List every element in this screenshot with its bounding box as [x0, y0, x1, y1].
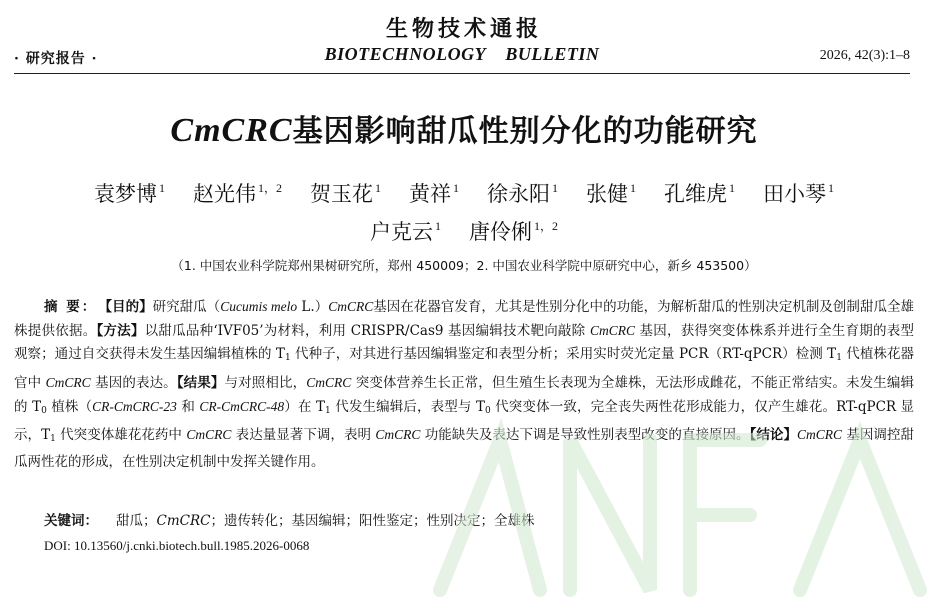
- abstract: [14, 295, 914, 474]
- author: [94, 178, 165, 208]
- gene-name: CmCRC: [306, 374, 352, 390]
- species-name: Cucumis melo: [220, 299, 298, 314]
- abstract-text: 突变体营养生长正常，但生殖生长表现为全雄株，无法形成雌花，不能正常结实。未发生编辑的 T: [14, 374, 915, 415]
- journal-name-english: BIOTECHNOLOGY BULLETIN: [324, 44, 600, 64]
- abstract-text: L.）: [297, 299, 329, 315]
- generation-subscript: 0: [485, 405, 491, 416]
- abstract-text: 基因的表达。: [90, 374, 177, 391]
- author: [763, 178, 834, 208]
- generation-subscript: 0: [41, 405, 47, 416]
- author-name: 黄祥: [409, 182, 451, 206]
- title-gene-name: CmCRC: [170, 112, 293, 149]
- citation-info: 2026, 42(3):1–8: [819, 48, 910, 63]
- author: [310, 178, 381, 208]
- author-name: 贺玉花: [310, 182, 373, 206]
- generation-subscript: 1: [836, 353, 842, 364]
- line-name: CR-CmCRC-23: [92, 398, 177, 414]
- abstract-label: 摘 要：: [44, 299, 98, 315]
- abstract-text: 基因，获得突变体株系并进行全生育期的表型观察；通过自交获得未发生基因编辑植株的 T: [14, 323, 914, 363]
- author: [409, 178, 459, 208]
- gene-name: CmCRC: [589, 323, 635, 339]
- author: [193, 178, 282, 208]
- section-result-heading: 【结果】: [176, 374, 225, 391]
- keywords-label: 关键词：: [44, 513, 98, 529]
- author: [370, 216, 441, 246]
- gene-name: CmCRC: [45, 374, 91, 390]
- author-affiliation-mark: 1: [729, 181, 735, 195]
- abstract-text: 代植株花器官中: [14, 346, 914, 391]
- author-affiliation-mark: 1，2: [257, 181, 282, 195]
- abstract-text: 代发生编辑后，表型与 T: [330, 398, 485, 415]
- line-name: CR-CmCRC-48: [199, 398, 285, 414]
- author-affiliation-mark: 1: [375, 181, 381, 195]
- article-title: [0, 106, 928, 150]
- abstract-text: 基因调控甜瓜两性花的形成，在性别决定机制中发挥关键作用。: [14, 427, 914, 471]
- author-list-row-1: [0, 178, 928, 208]
- title-text: 基因影响甜瓜性别分化的功能研究: [292, 114, 758, 149]
- keywords-text: ；遗传转化；基因编辑；阳性鉴定；性别决定；全雄株: [210, 513, 535, 529]
- author-affiliation-mark: 1: [828, 181, 834, 195]
- abstract-text: 与对照相比，: [224, 374, 307, 391]
- section-conclusion-heading: 【结论】: [749, 427, 797, 444]
- author-name: 唐伶俐: [468, 220, 532, 244]
- author: [469, 216, 558, 246]
- author: [664, 178, 735, 208]
- keywords-text: 甜瓜；: [116, 513, 157, 529]
- author-name: 田小琴: [763, 182, 826, 206]
- author-affiliation-mark: 1: [630, 181, 636, 195]
- author-name: 孔维虎: [664, 182, 727, 206]
- section-method-heading: 【方法】: [96, 323, 145, 340]
- abstract-text: 代突变体雄花花药中: [55, 427, 187, 444]
- abstract-text: 以甜瓜品种‘IVF05’为材料，利用 CRISPR/Cas9 基因编辑技术靶向敲除: [144, 323, 590, 340]
- abstract-text: 功能缺失及表达下调是导致性别表型改变的直接原因。: [420, 427, 750, 444]
- author-name: 赵光伟: [192, 182, 256, 206]
- generation-subscript: 1: [325, 405, 331, 416]
- author: [586, 178, 636, 208]
- column-label: · 研究报告 ·: [14, 51, 98, 67]
- generation-subscript: 1: [50, 434, 56, 445]
- header-rule: [14, 73, 910, 74]
- gene-name: CmCRC: [375, 427, 421, 443]
- gene-name: CmCRC: [328, 299, 374, 314]
- author-affiliation-mark: 1，2: [533, 219, 558, 233]
- author-list-row-2: [0, 216, 928, 246]
- author-affiliation-mark: 1: [158, 181, 165, 195]
- author-name: 徐永阳: [487, 182, 550, 206]
- keywords: [44, 509, 534, 529]
- journal-name-chinese: 生物技术通报: [385, 16, 542, 42]
- abstract-text: 植株（: [46, 398, 93, 415]
- abstract-text: 研究甜瓜（: [152, 299, 221, 315]
- gene-name: CmCRC: [186, 427, 232, 443]
- author-name: 户克云: [369, 220, 433, 244]
- author-affiliation-mark: 1: [434, 219, 441, 233]
- abstract-text: 代种子，对其进行基因编辑鉴定和表型分析；采用实时荧光定量 PCR（RT-qPCR）检测 T: [290, 346, 837, 363]
- section-purpose-heading: 【目的】: [105, 299, 153, 315]
- abstract-text: 表达量显著下调，表明: [231, 427, 376, 444]
- author-affiliation-mark: 1: [453, 181, 459, 195]
- author-affiliation-mark: 1: [552, 181, 558, 195]
- keyword-gene: CmCRC: [156, 513, 211, 529]
- generation-subscript: 1: [284, 353, 291, 364]
- abstract-text: ）在 T: [284, 398, 326, 415]
- author-name: 袁梦博: [93, 182, 157, 206]
- abstract-text: 基因在花器官发育，尤其是性别分化中的功能，为解析甜瓜的性别决定机制及创制甜瓜全雄株提供依据。: [14, 299, 915, 340]
- affiliation: （1. 中国农业科学院郑州果树研究所，郑州 450009；2. 中国农业科学院中原研究中心，新乡 453500）: [171, 258, 757, 273]
- gene-name: CmCRC: [797, 427, 843, 443]
- abstract-text: 和: [176, 398, 200, 415]
- doi-link[interactable]: DOI: 10.13560/j.cnki.biotech.bull.1985.2026-0068: [44, 538, 310, 553]
- journal-header: [14, 44, 910, 70]
- author: [487, 178, 558, 208]
- author-name: 张健: [586, 182, 628, 206]
- abstract-text: 代突变体一致，完全丧失两性花形成能力，仅产生雄花。RT-qPCR 显示，T: [14, 398, 914, 444]
